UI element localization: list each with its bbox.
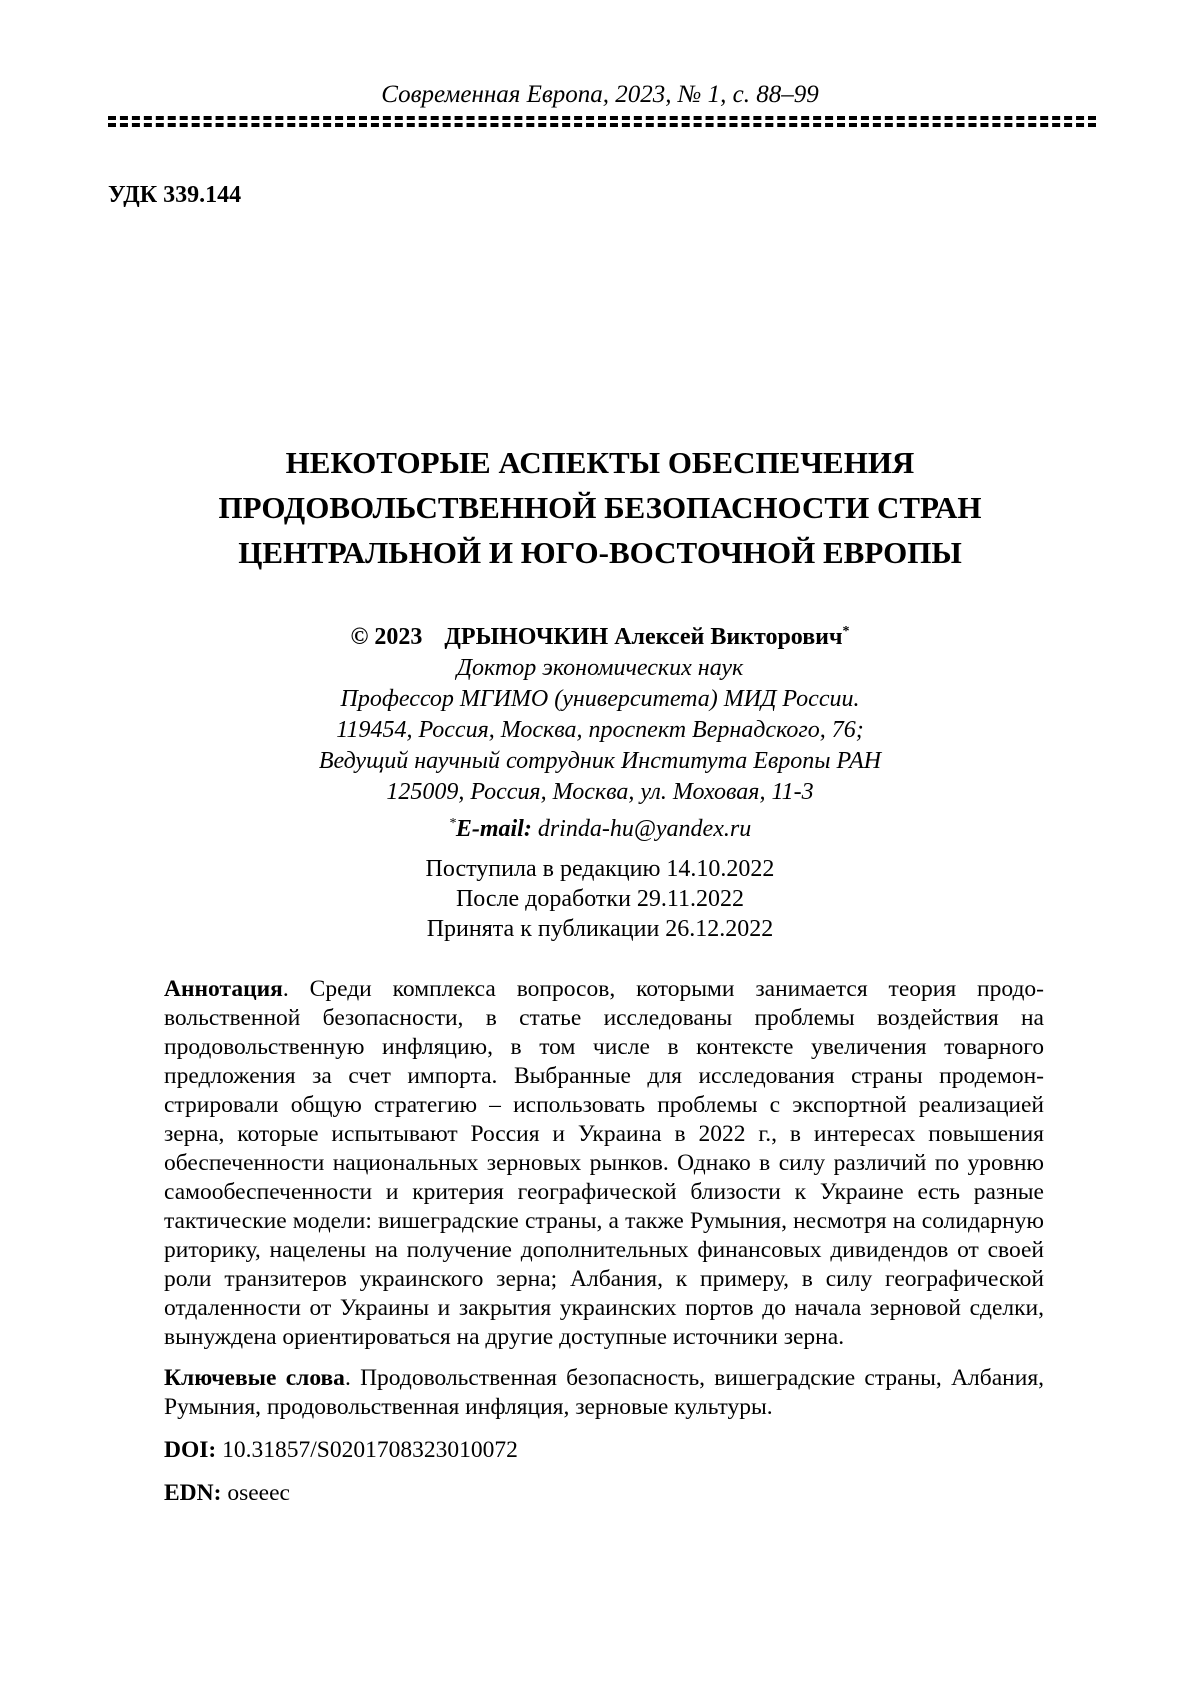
- abstract-section: [164, 975, 1044, 1508]
- abstract-paragraph: [164, 975, 1044, 1352]
- affiliation-line: Ведущий научный сотрудник Института Европы РАН: [318, 748, 882, 774]
- date-revised: После доработки 29.11.2022: [455, 886, 745, 912]
- doi-value[interactable]: 10.31857/S0201708323010072: [222, 1437, 518, 1463]
- doi-label: DOI:: [164, 1437, 217, 1463]
- email-footnote-mark: *: [448, 816, 456, 831]
- title-line: ПРОДОВОЛЬСТВЕННОЙ БЕЗОПАСНОСТИ СТРАН: [218, 490, 982, 525]
- rule-line-bottom: [108, 123, 1096, 127]
- edn-line: [164, 1479, 1044, 1508]
- affiliation-line: Доктор экономических наук: [456, 655, 744, 681]
- udk-code: УДК 339.144: [108, 182, 242, 208]
- author-block: [150, 616, 1050, 845]
- rule-line-top: [108, 116, 1096, 120]
- author-footnote-mark: *: [842, 624, 850, 639]
- copyright-year: © 2023: [350, 624, 423, 650]
- date-received: Поступила в редакцию 14.10.2022: [425, 856, 775, 882]
- affiliation-line: 119454, Россия, Москва, проспект Вернадского, 76;: [336, 717, 864, 743]
- abstract-label: Аннотация: [164, 976, 283, 1002]
- email-line: [150, 808, 1050, 845]
- affiliation-line: Профессор МГИМО (университета) МИД России.: [340, 686, 860, 712]
- author-name: ДРЫНОЧКИН Алексей Викторович: [444, 624, 843, 650]
- keywords-text: . Продовольственная безопасность, вишеградские страны, Албания, Румыния, продовольственная инфляция, зерновые культуры.: [164, 1365, 1044, 1420]
- keywords-paragraph: [164, 1364, 1044, 1422]
- article-title: [100, 440, 1100, 575]
- doi-line: [164, 1436, 1044, 1465]
- author-line: [150, 616, 1050, 653]
- edn-label: EDN:: [164, 1480, 222, 1506]
- date-accepted: Принята к публикации 26.12.2022: [426, 916, 774, 942]
- header-double-dashed-rule: [108, 116, 1096, 127]
- edn-value: oseeec: [227, 1480, 290, 1506]
- email-label: E-mail:: [455, 816, 532, 842]
- abstract-text: . Среди комплекса вопросов, которыми занимается теория продовольственной безопасности, в статье исследованы проблемы воздействия на продовольственную инфляцию, в том числе в контексте увеличения товарного предложения за счет импорта. Выбранные для исследования страны продемонстрировали общую стратегию – использовать проблемы с экспортной реализацией зерна, которые испытывают Россия и Украина в 2022 г., в интересах повышения обеспеченности национальных зерновых рынков. Однако в силу различий по уровню самообеспеченности и критерия географической близости к Украине есть разные тактические модели: вишеградские страны, а также Румыния, несмотря на солидарную риторику, нацелены на получение дополнительных финансовых дивидендов от своей роли транзитеров украинского зерна; Албания, к примеру, в силу географической отдаленности от Украины и закрытия украинских портов до начала зерновой сделки, вынуждена ориентироваться на другие доступные источники зерна.: [164, 976, 1044, 1350]
- keywords-label: Ключевые слова: [164, 1365, 345, 1391]
- title-line: ЦЕНТРАЛЬНОЙ И ЮГО-ВОСТОЧНОЙ ЕВРОПЫ: [238, 535, 962, 570]
- running-head: Современная Европа, 2023, № 1, с. 88–99: [381, 81, 819, 108]
- email-address[interactable]: drinda-hu@yandex.ru: [537, 816, 752, 842]
- affiliation-line: 125009, Россия, Москва, ул. Моховая, 11-3: [386, 779, 814, 805]
- submission-dates: [300, 854, 900, 944]
- title-line: НЕКОТОРЫЕ АСПЕКТЫ ОБЕСПЕЧЕНИЯ: [285, 445, 915, 480]
